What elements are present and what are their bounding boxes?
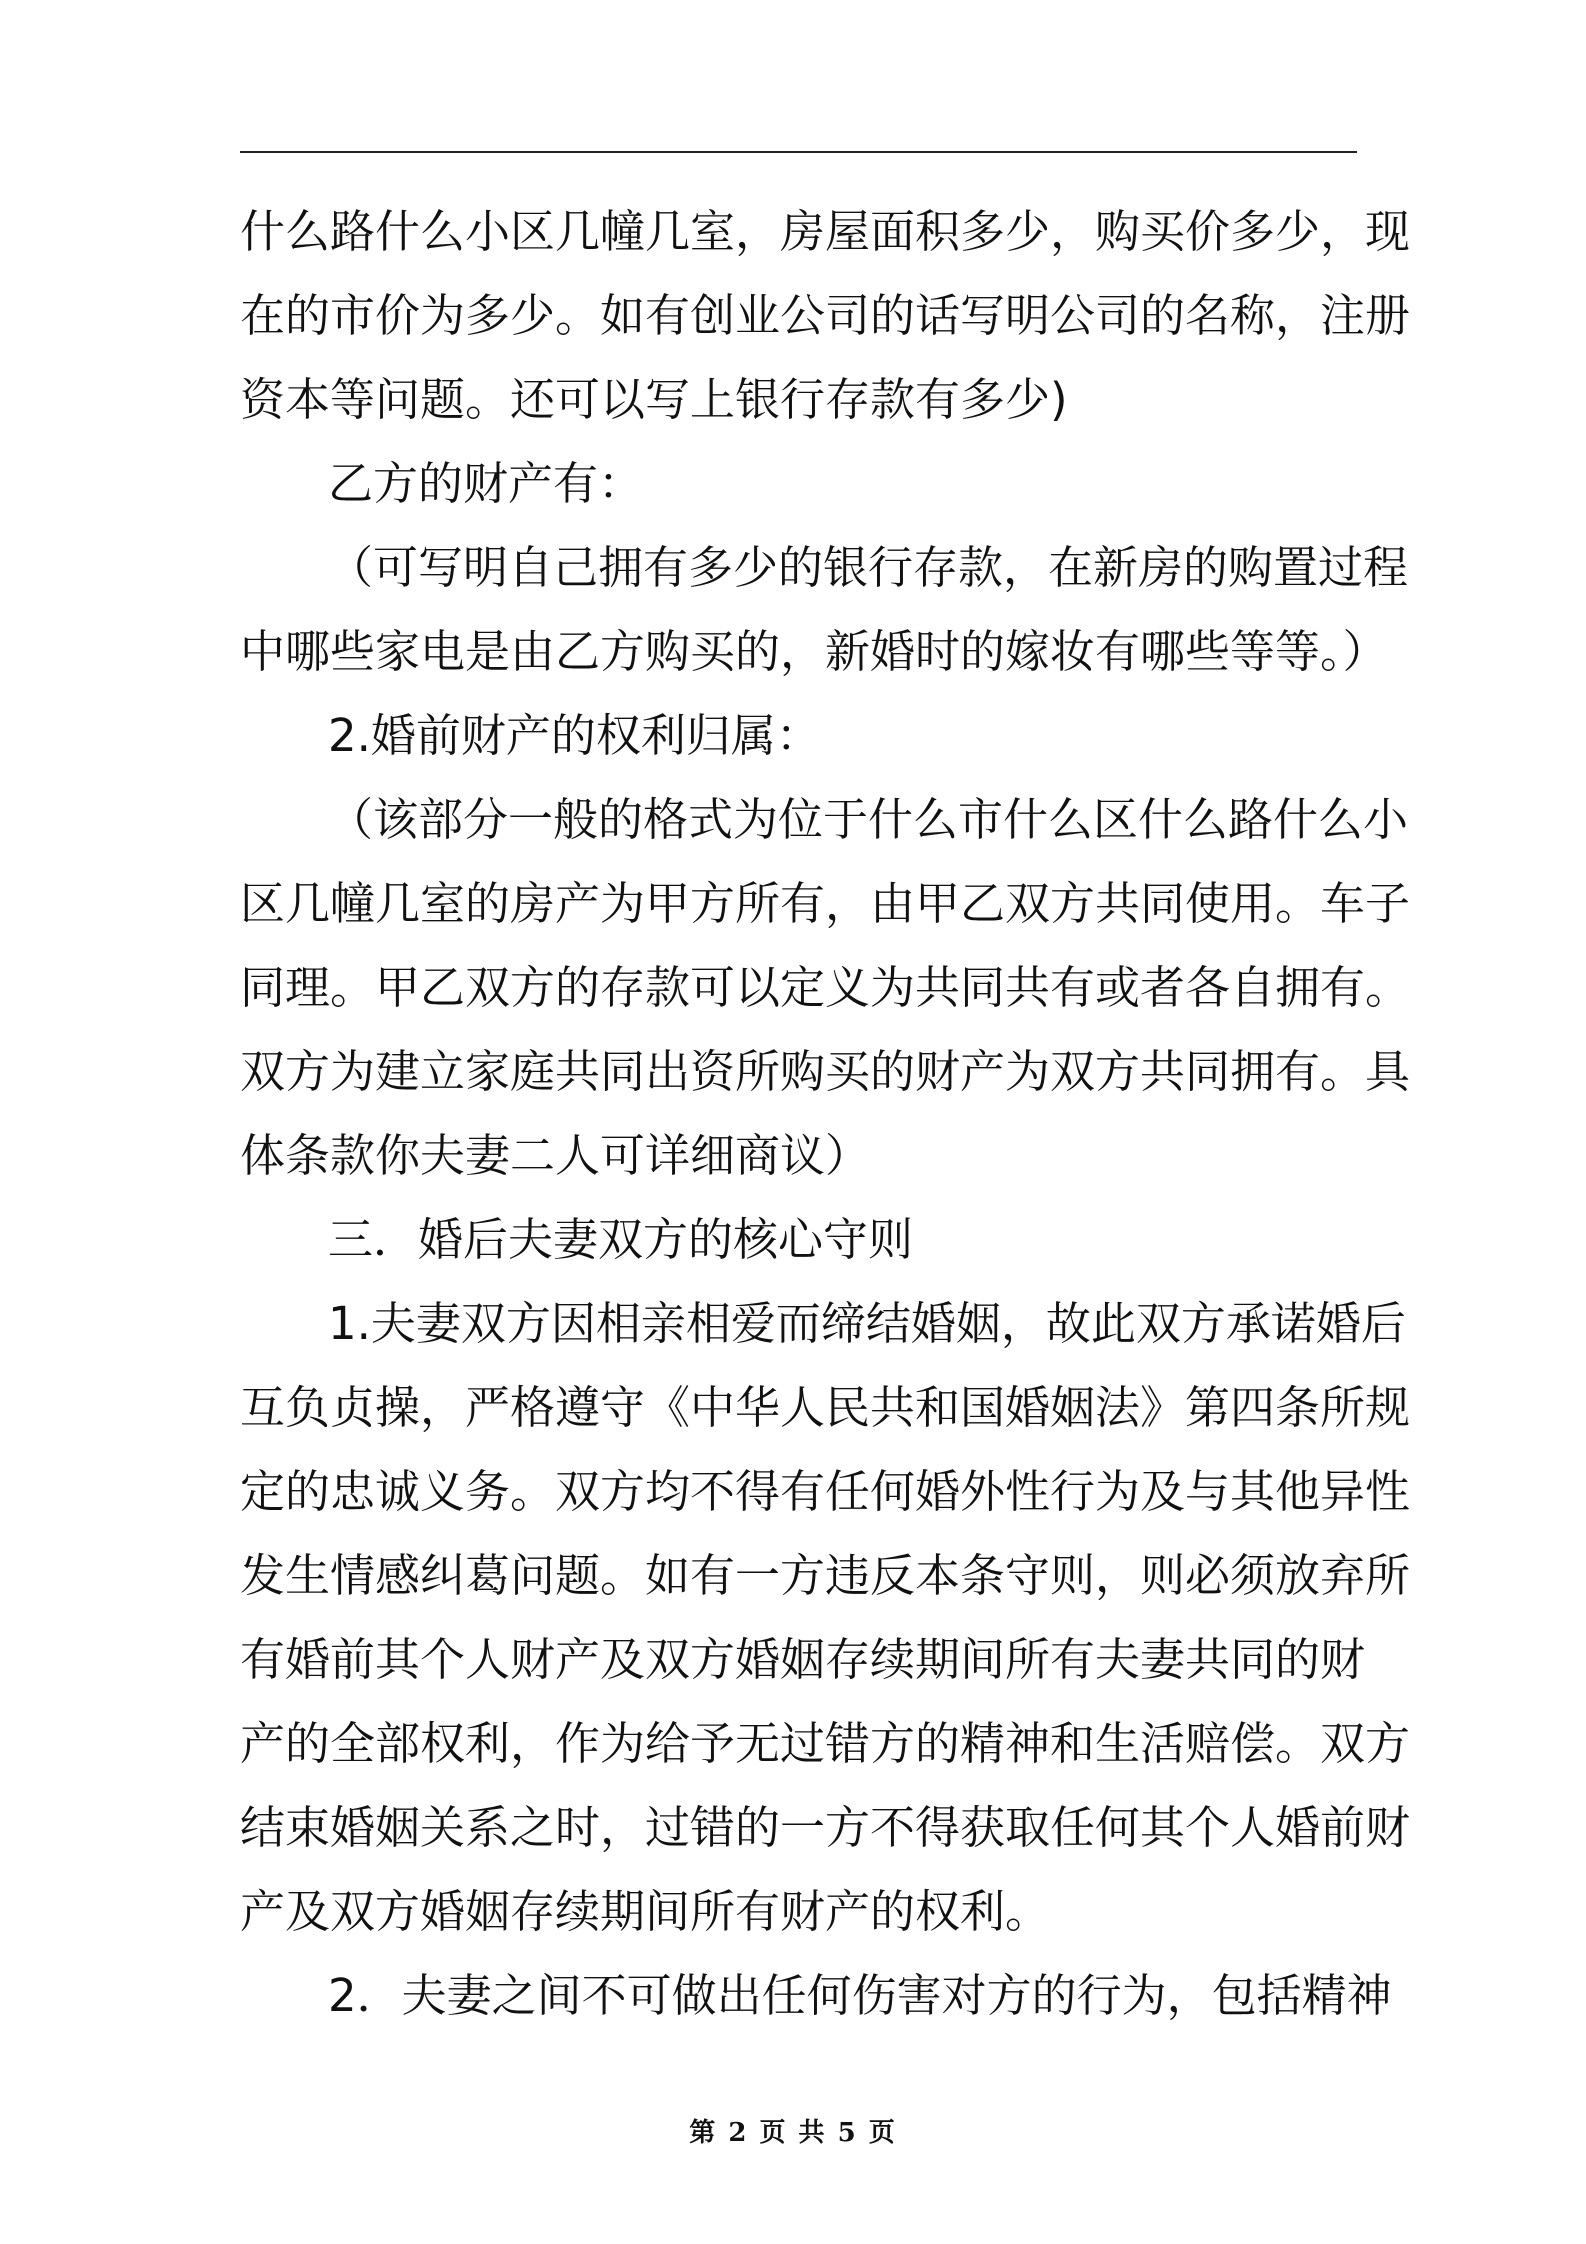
document-body	[240, 190, 1411, 2038]
text-line: 区几幢几室的房产为甲方所有，由甲乙双方共同使用。车子	[240, 877, 1411, 930]
text-line: 1.夫妻双方因相亲相爱而缔结婚姻，故此双方承诺婚后	[328, 1297, 1406, 1350]
text-line: 在的市价为多少。如有创业公司的话写明公司的名称，注册	[240, 289, 1411, 342]
paragraph-ownership-format	[240, 778, 1411, 1198]
text-line: 双方为建立家庭共同出资所购买的财产为双方共同拥有。具	[240, 1045, 1411, 1098]
paragraph-no-harm-clause	[240, 1954, 1392, 2038]
paragraph-party-b-assets	[240, 526, 1409, 694]
text-line: （该部分一般的格式为位于什么市什么区什么路什么小	[328, 793, 1409, 846]
header-rule	[240, 151, 1357, 153]
text-line: 互负贞操，严格遵守《中华人民共和国婚姻法》第四条所规	[240, 1381, 1411, 1434]
heading-premarital-ownership	[240, 694, 1360, 778]
section-heading-core-rules	[240, 1198, 1360, 1282]
text-line: 什么路什么小区几幢几室，房屋面积多少，购买价多少，现	[240, 205, 1411, 258]
text-line: 有婚前其个人财产及双方婚姻存续期间所有夫妻共同的财	[240, 1633, 1366, 1686]
heading-party-b-assets	[240, 442, 1360, 526]
text-line: 同理。甲乙双方的存款可以定义为共同共有或者各自拥有。	[240, 961, 1411, 1014]
paragraph-fidelity-clause	[240, 1282, 1411, 1954]
text-line: 2．夫妻之间不可做出任何伤害对方的行为，包括精神	[328, 1969, 1392, 2022]
text-line: 发生情感纠葛问题。如有一方违反本条守则，则必须放弃所	[240, 1549, 1411, 1602]
text-line: 乙方的财产有：	[328, 457, 644, 510]
text-line: 三．婚后夫妻双方的核心守则	[328, 1213, 914, 1266]
paragraph-property-location	[240, 190, 1411, 442]
text-line: 产及双方婚姻存续期间所有财产的权利。	[240, 1885, 1051, 1938]
page-number: 第 2 页 共 5 页	[689, 2118, 897, 2148]
text-line: 产的全部权利，作为给予无过错方的精神和生活赔偿。双方	[240, 1717, 1411, 1770]
text-line: 定的忠诚义务。双方均不得有任何婚外性行为及与其他异性	[240, 1465, 1411, 1518]
text-line: 体条款你夫妻二人可详细商议）	[240, 1129, 871, 1182]
text-line: 2.婚前财产的权利归属：	[328, 709, 821, 762]
text-line: 结束婚姻关系之时，过错的一方不得获取任何其个人婚前财	[240, 1801, 1411, 1854]
text-line: （可写明自己拥有多少的银行存款，在新房的购置过程	[328, 541, 1409, 594]
text-line: 资本等问题。还可以写上银行存款有多少)	[240, 373, 1068, 426]
text-line: 中哪些家电是由乙方购买的，新婚时的嫁妆有哪些等等。）	[240, 625, 1388, 678]
